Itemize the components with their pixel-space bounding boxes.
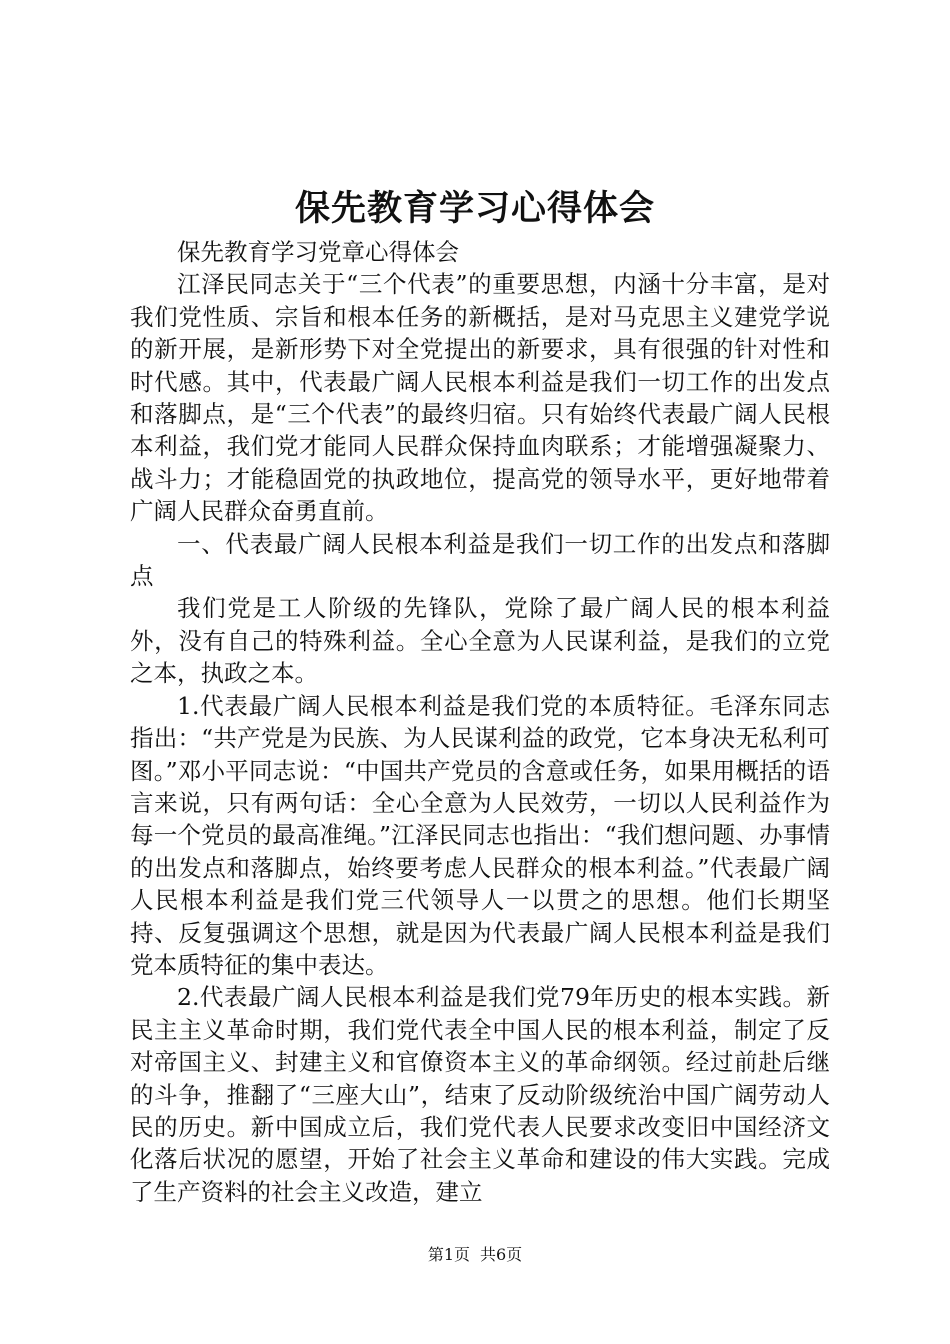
document-title: 保先教育学习心得体会 (294, 188, 655, 229)
subtitle-paragraph: 保先教育学习党章心得体会 (177, 238, 459, 266)
page-number: 第1页 (427, 1245, 470, 1264)
section-heading: 一、代表最广阔人民根本利益是我们一切工作的出发点和落脚点 (130, 529, 830, 591)
body-paragraph: 我们党是工人阶级的先锋队，党除了最广阔人民的根本利益外，没有自己的特殊利益。全心全意为人民谋利益，是我们的立党之本，执政之本。 (130, 594, 830, 688)
page-total: 共6页 (480, 1245, 523, 1264)
page-footer (0, 1243, 950, 1267)
body-paragraph: 江泽民同志关于“三个代表”的重要思想，内涵十分丰富，是对我们党性质、宗旨和根本任务的新概括，是对马克思主义建党学说的新开展，是新形势下对全党提出的新要求，具有很强的针对性和时代感。其中，代表最广阔人民根本利益是我们一切工作的出发点和落脚点，是“三个代表”的最终归宿。只有始终代表最广阔人民根本利益，我们党才能同人民群众保持血肉联系；才能增强凝聚力、战斗力；才能稳固党的执政地位，提高党的领导水平，更好地带着广阔人民群众奋勇直前。 (130, 270, 830, 526)
document-body (130, 236, 830, 1208)
body-paragraph: 2.代表最广阔人民根本利益是我们党79年历史的根本实践。新民主主义革命时期，我们党代表全中国人民的根本利益，制定了反对帝国主义、封建主义和官僚资本主义的革命纲领。经过前赴后继的斗争，推翻了“三座大山”，结束了反动阶级统治中国广阔劳动人民的历史。新中国成立后，我们党代表人民要求改变旧中国经济文化落后状况的愿望，开始了社会主义革命和建设的伟大实践。完成了生产资料的社会主义改造，建立 (130, 983, 830, 1206)
body-paragraph: 1.代表最广阔人民根本利益是我们党的本质特征。毛泽东同志指出：“共产党是为民族、为人民谋利益的政党，它本身决无私利可图。”邓小平同志说：“中国共产党员的含意或任务，如果用概括的语言来说，只有两句话：全心全意为人民效劳，一切以人民利益作为每一个党员的最高准绳。”江泽民同志也指出：“我们想问题、办事情的出发点和落脚点，始终要考虑人民群众的根本利益。”代表最广阔人民根本利益是我们党三代领导人一以贯之的思想。他们长期坚持、反复强调这个思想，就是因为代表最广阔人民根本利益是我们党本质特征的集中表达。 (130, 691, 830, 979)
